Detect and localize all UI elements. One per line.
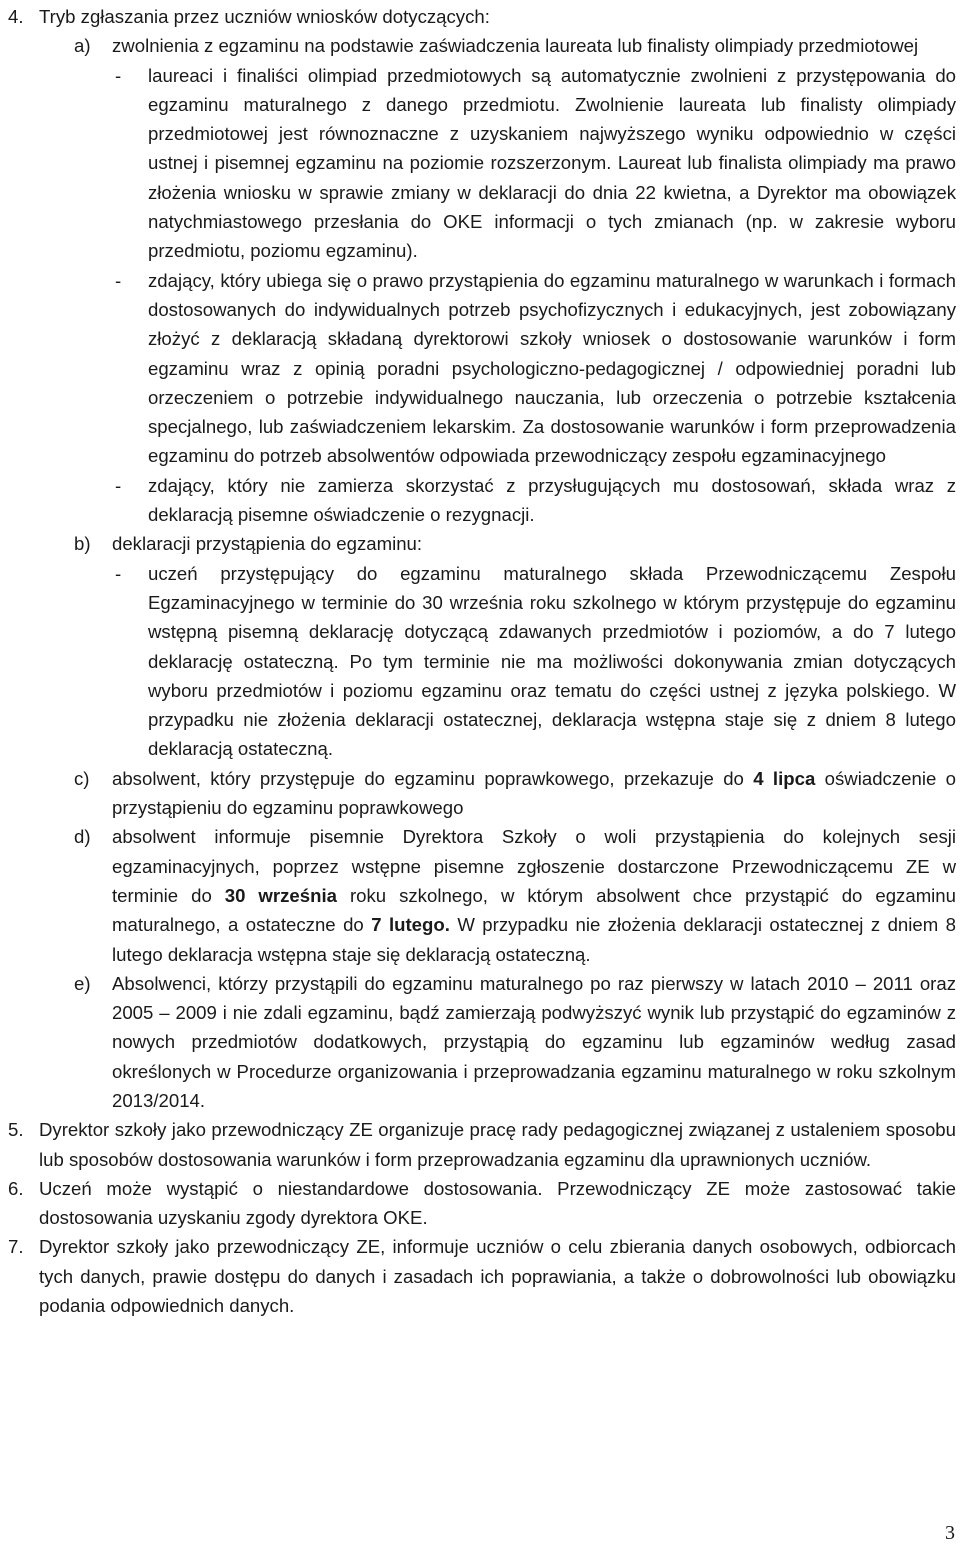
dash-marker: - (115, 474, 122, 496)
subitem-text: deklaracji przystąpienia do egzaminu: (112, 533, 423, 555)
bullet-text: uczeń przystępujący do egzaminu maturalnego składa Przewodniczącemu Zespołu Egzaminacyjnego w terminie do 30 września roku szkolnego w którym przystępuje do egzaminu wstępną pisemną deklarację dotyczącą zdawanych przedmiotów i poziomów, a do 7 lutego deklarację ostateczną. Po tym terminie nie ma możliwości dokonywania zmian dotyczących wyboru przedmiotów i poziomu egzaminu oraz tematu do części ustnej z języka polskiego. W przypadku nie złożenia deklaracji ostatecznej, deklaracja wstępna staje się z dniem 8 lutego deklaracją ostateczną. (148, 562, 956, 760)
subitem-c (8, 764, 956, 823)
section-number: 5. (8, 1119, 24, 1141)
dash-marker: - (115, 64, 122, 86)
subitem-d (8, 822, 956, 968)
section-4 (8, 2, 956, 31)
section-5 (8, 1115, 956, 1174)
subitem-e (8, 969, 956, 1115)
bullet-text: zdający, który nie zamierza skorzystać z przysługujących mu dostosowań, składa wraz z deklaracją pisemne oświadczenie o rezygnacji. (148, 474, 956, 526)
subitem-text: Absolwenci, którzy przystąpili do egzaminu maturalnego po raz pierwszy w latach 2010 – 2011 oraz 2005 – 2009 i nie zdali egzaminu, bądź zamierzają podwyższyć wynik lub przystąpić do egzaminów z nowych przedmiotów dodatkowych, przystąpią do egzaminu lub egzaminów według zasad określonych w Procedurze organizowania i przeprowadzania egzaminu maturalnego w roku szkolnym 2013/2014. (112, 972, 956, 1111)
subitem-label: b) (74, 533, 91, 555)
subitem-text: W przypadku nie złożenia deklaracji ostatecznej z dniem 8 lutego deklaracja wstępna staje się deklaracją ostateczną. (112, 914, 956, 965)
subitem-text: absolwent informuje pisemnie Dyrektora Szkoły o woli przystąpienia do kolejnych sesji egzaminacyjnych, poprzez wstępne pisemne zgłoszenie dostarczone Przewodniczącemu ZE w terminie do (112, 826, 956, 906)
dash-marker: - (115, 562, 122, 584)
subitem-text: zwolnienia z egzaminu na podstawie zaświadczenia laureata lub finalisty olimpiady przedmiotowej (112, 35, 919, 57)
subitem-label: a) (74, 35, 91, 57)
deadline-date: 7 lutego. (371, 914, 450, 936)
section-text: Uczeń może wystąpić o niestandardowe dostosowania. Przewodniczący ZE może zastosować takie dostosowania uzyskaniu zgody dyrektora OKE. (39, 1177, 956, 1229)
bullet-item (8, 559, 956, 764)
subitem-text: oświadczenie o przystąpieniu do egzaminu poprawkowego (112, 767, 956, 819)
bullet-item (8, 266, 956, 471)
subitem-text: roku szkolnego, w którym absolwent chce przystąpić do egzaminu maturalnego, a ostateczne do (112, 884, 956, 936)
page-number: 3 (945, 1522, 955, 1544)
section-text: Dyrektor szkoły jako przewodniczący ZE organizuje pracę rady pedagogicznej związanej z ustaleniem sposobu lub sposobów dostosowania warunków i form przeprowadzania egzaminu dla uprawnionych uczniów. (39, 1119, 956, 1170)
bullet-text: laureaci i finaliści olimpiad przedmiotowych są automatycznie zwolnieni z przystępowania do egzaminu maturalnego z danego przedmiotu. Zwolnienie laureata lub finalisty olimpiady przedmiotowej jest równoznaczne z uzyskaniem najwyższego wyniku odpowiednio w części ustnej i pisemnej egzaminu na poziomie rozszerzonym. Laureat lub finalista olimpiady ma prawo złożenia wniosku w sprawie zmiany w deklaracji do dnia 22 kwietna, a Dyrektor ma obowiązek natychmiastowego przesłania do OKE informacji o tych zmianach (np. w zakresie wyboru przedmiotu, poziomu egzaminu). (148, 64, 956, 262)
subitem-a (8, 31, 956, 60)
bullet-item (8, 471, 956, 530)
bullet-item (8, 61, 956, 266)
section-text: Dyrektor szkoły jako przewodniczący ZE, informuje uczniów o celu zbierania danych osobowych, odbiorcach tych danych, prawie dostępu do danych i zasadach ich poprawiania, a także o dobrowolności lub obowiązku podania odpowiednich danych. (39, 1236, 956, 1317)
subitem-b (8, 529, 956, 558)
section-number: 4. (8, 6, 24, 27)
dash-marker: - (115, 269, 122, 291)
bullet-text: zdający, który ubiega się o prawo przystąpienia do egzaminu maturalnego w warunkach i formach dostosowanych do indywidualnych potrzeb psychofizycznych i edukacyjnych, jest zobowiązany złożyć z deklaracją składaną dyrektorowi szkoły wniosek o dostosowanie warunków i form egzaminu wraz z opinią poradni psychologiczno-pedagogicznej / odpowiedniej poradni lub orzeczeniem o potrzebie indywidualnego nauczania, lub orzeczenia o potrzebie kształcenia specjalnego, lub zaświadczeniem lekarskim. Za dostosowanie warunków i form przeprowadzenia egzaminu do potrzeb absolwentów odpowiada przewodniczący zespołu egzaminacyjnego (148, 269, 956, 467)
deadline-date: 4 lipca (753, 767, 816, 789)
section-title: Tryb zgłaszania przez uczniów wniosków dotyczących: (39, 6, 490, 27)
subitem-label: e) (74, 972, 91, 994)
subitem-label: d) (74, 826, 91, 848)
section-number: 7. (8, 1236, 24, 1258)
subitem-text: absolwent, który przystępuje do egzaminu poprawkowego, przekazuje do (112, 767, 754, 789)
section-7 (8, 1232, 956, 1320)
subitem-label: c) (74, 767, 90, 789)
section-number: 6. (8, 1177, 24, 1199)
deadline-date: 30 września (224, 884, 337, 906)
section-6 (8, 1174, 956, 1233)
